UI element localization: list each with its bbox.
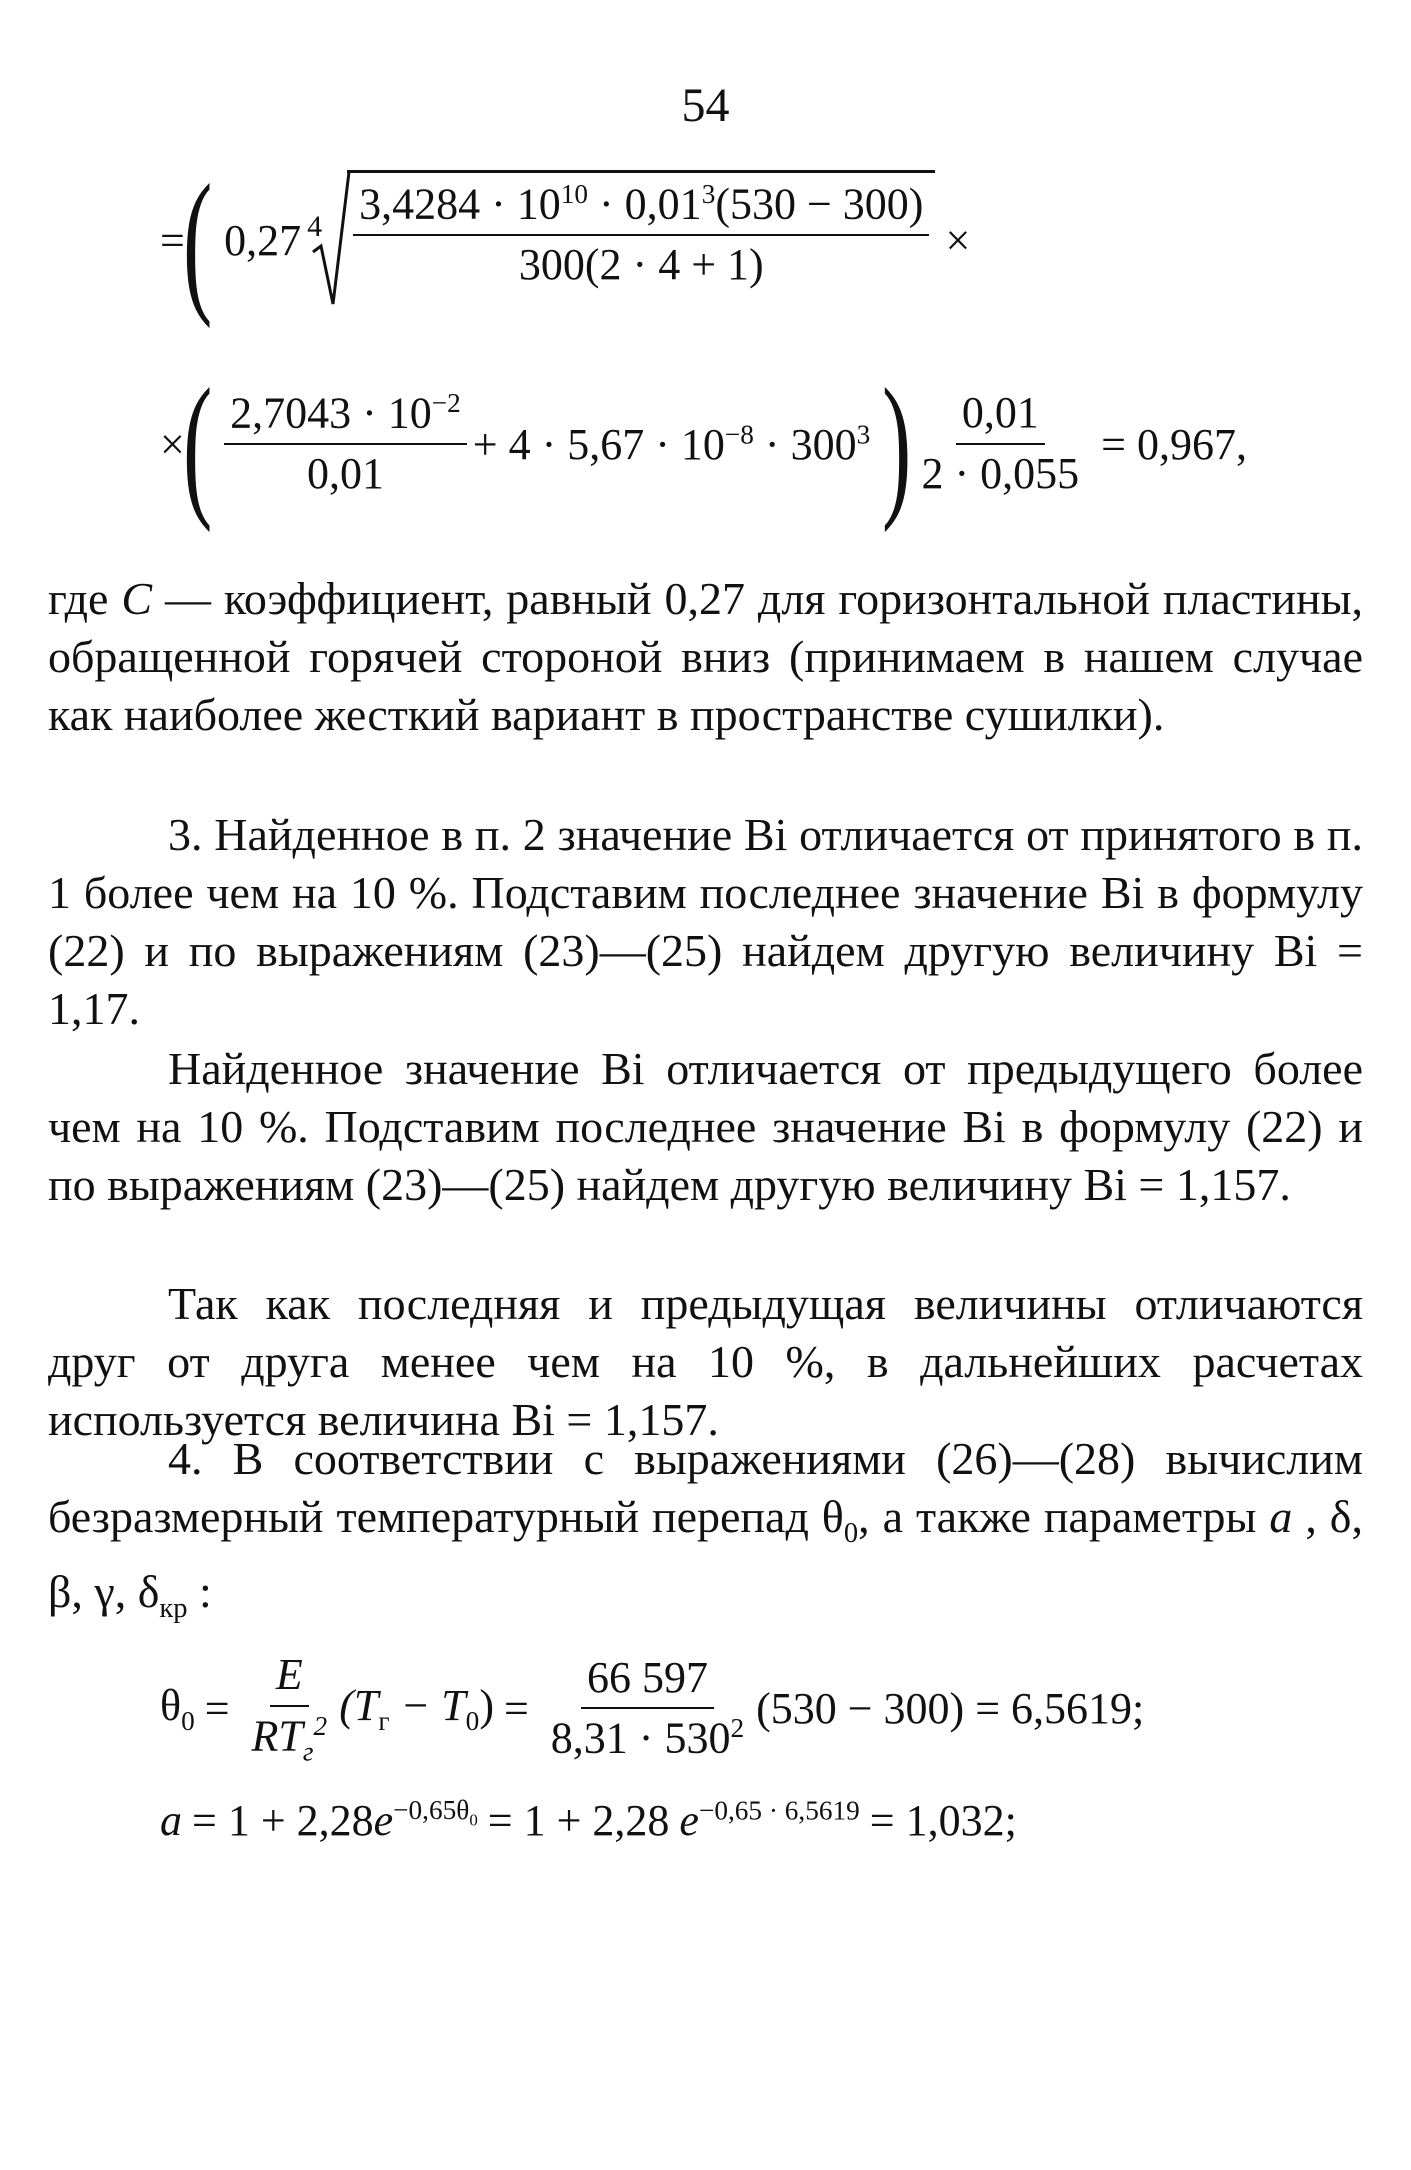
fraction-denominator: 2 · 0,055 xyxy=(921,449,1080,498)
paragraph-since: Так как последняя и предыдущая величины отличаются друг от друга менее чем на 10 %, в дальнейших расчетах используется величина Bi = 1,157. xyxy=(48,1278,1363,1445)
second-fraction xyxy=(916,388,1086,499)
variable-c: C xyxy=(121,573,153,624)
open-paren: ( xyxy=(182,355,213,533)
root-index: 4 xyxy=(307,210,323,243)
temperature-difference: $(T_г - T_0)$ xyxy=(339,1681,494,1737)
exponential-term: $e^{-0,65 \cdot 6,5619}$ xyxy=(679,1795,860,1845)
formula-root-expression xyxy=(160,151,980,329)
formula-theta0: $\theta_0$ = $\frac{E}{RT_г^2}$ $(T_г - T_0)$ = $\frac{66 597}{8,31 \cdot 530^2}$ (530 − 300) = 6,5619; xyxy=(160,1650,1145,1767)
variable-a: a xyxy=(160,1796,182,1845)
fraction-numerator: 66 597 xyxy=(581,1653,714,1710)
root-radicand xyxy=(347,170,935,310)
multiply-sign: × xyxy=(160,419,185,469)
close-paren: ) xyxy=(882,355,912,533)
paragraph-step-3: 3. Найденное в п. 2 значение Bi отличается от принятого в п. 1 более чем на 10 %. Подставим последнее значение Bi в формулу (22) и по выражениям (23)—(25) найдем другую величину Bi = 1,17. xyxy=(48,809,1363,1034)
result-value: = 1,032; xyxy=(869,1796,1017,1845)
coefficient: 0,27 xyxy=(224,215,302,265)
paragraph-where: где C — коэффициент, равный 0,27 для горизонтальной пластины, обращенной горячей стороной вниз (принимаем в нашем случае как наиболее жесткий вариант в пространстве сушилки). xyxy=(48,573,1363,740)
fraction-numerator: E xyxy=(270,1650,309,1707)
fraction-numerator: $3,4284 \cdot 10^{10} \cdot 0,01^3(530 - 300)$ xyxy=(353,179,929,236)
formula-a: a = 1 + 2,28 $e^{-0,65\theta_0}$ = 1 + 2,28 $e^{-0,65 \cdot 6,5619}$ = 1,032; xyxy=(160,1795,1017,1845)
fraction-denominator: $8,31 \cdot 530^2$ xyxy=(550,1713,745,1764)
fourth-root xyxy=(307,170,935,310)
fraction-numerator: 0,01 xyxy=(956,388,1045,445)
paragraph-step-4: 4. В соответствии с выражениями (26)—(28) вычислим безразмерный температурный перепад $\theta_0$, а также параметры a , δ, β, γ, $\delta_{кр}$ : xyxy=(48,1433,1363,1625)
paragraph-found-value: Найденное значение Bi отличается от предыдущего более чем на 10 %. Подставим последнее значение Bi в формулу (22) и по выражениям (23)—(25) найдем другую величину Bi = 1,157. xyxy=(48,1043,1363,1210)
first-fraction xyxy=(224,388,467,500)
radicand-fraction xyxy=(353,179,929,291)
page-number: 54 xyxy=(681,79,730,132)
multiply-sign: × xyxy=(945,215,971,265)
equals-sign: = xyxy=(160,215,185,265)
fraction-denominator: 300(2 · 4 + 1) xyxy=(518,240,764,290)
numeric-fraction xyxy=(545,1653,750,1765)
activation-fraction xyxy=(246,1650,334,1767)
theta-zero: $\theta_0$ xyxy=(160,1681,195,1737)
fraction-denominator: $RT_г^2$ xyxy=(251,1710,328,1767)
fraction-numerator: $2,7043 \cdot 10^{-2}$ xyxy=(224,388,467,445)
fraction-denominator: 0,01 xyxy=(306,449,384,499)
open-paren: ( xyxy=(182,151,213,329)
radiation-term: + $4 \cdot 5,67 \cdot 10^{-8} \cdot 300^3$ xyxy=(472,418,871,469)
result-value: = 0,967, xyxy=(1101,419,1247,469)
exponential-term: $e^{-0,65\theta_0}$ xyxy=(373,1795,478,1845)
variable-a: a xyxy=(1269,1491,1293,1542)
result-value: (530 − 300) = 6,5619; xyxy=(756,1684,1145,1734)
formula-multiplier-expression xyxy=(160,355,1257,533)
